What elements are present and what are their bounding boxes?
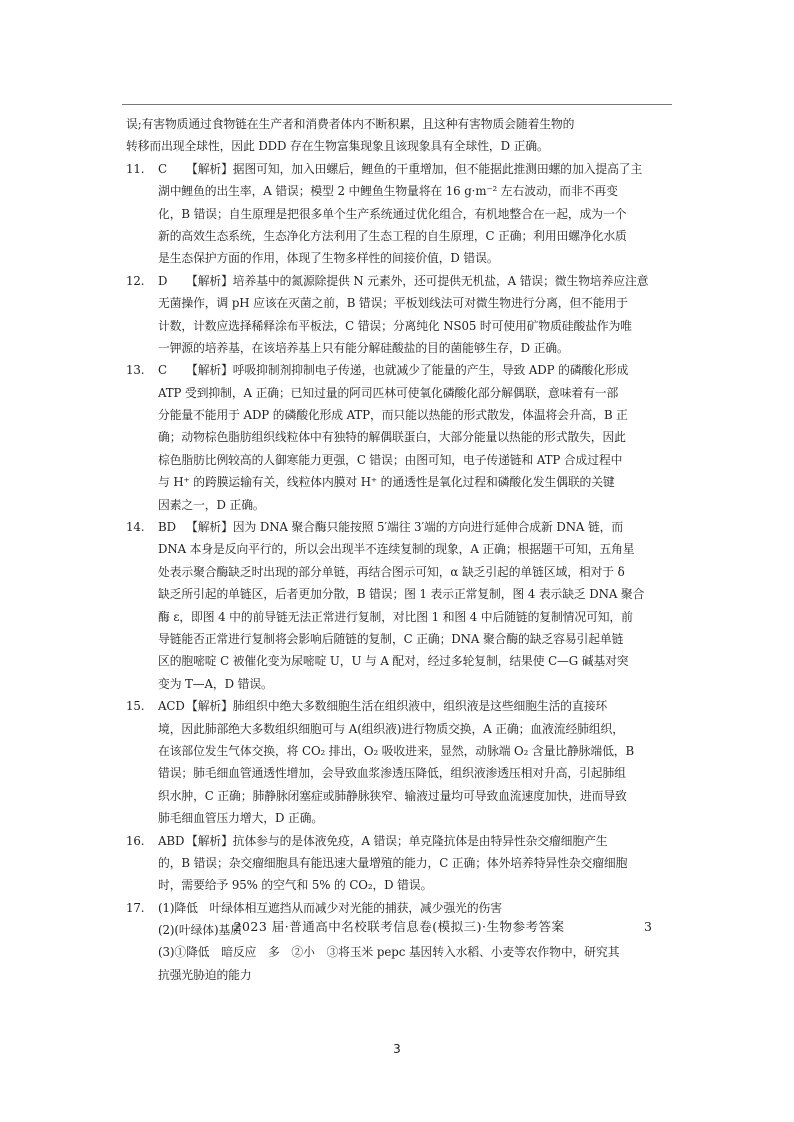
text-line: [126, 449, 672, 471]
text-line: [126, 471, 672, 493]
line-text: 【解析】据图可知，加入田螺后，鲤鱼的干重增加，但不能据此推测田螺的加入提高了主: [186, 161, 643, 176]
answer-text: [126, 113, 672, 986]
page-number: 3: [393, 1042, 401, 1056]
line-text: 湖中鲤鱼的出生率，A 错误；模型 2 中鲤鱼生物量将在 16 g·m⁻² 左右波动，而非不再变: [158, 184, 618, 199]
header-rule: [122, 104, 672, 105]
question-number: 14.: [126, 520, 145, 535]
line-text: 在该部位发生气体交换，将 CO₂ 排出，O₂ 吸收进来，显然，动脉端 O₂ 含量比静脉端低，B: [158, 743, 635, 758]
line-text: 【解析】培养基中的氮源除提供 N 元素外，还可提供无机盐，A 错误；微生物培养应注意: [186, 273, 649, 288]
page-footer: [126, 916, 672, 938]
line-text: (2)(叶绿体)基质: [158, 923, 242, 938]
line-text: 【解析】抗体参与的是体液免疫，A 错误；单克隆抗体是由特异性杂交瘤细胞产生: [186, 833, 608, 848]
text-line: [126, 964, 672, 986]
line-text: 区的胞嘧啶 C 被催化变为尿嘧啶 U，U 与 A 配对，经过多轮复制，结果使 C—G 碱基对突: [158, 654, 629, 669]
line-text: 时，需要给予 95% 的空气和 5% 的 CO₂，D 错误。: [158, 878, 433, 893]
line-text: 无菌操作，调 pH 应该在灭菌之前，B 错误；平板划线法可对微生物进行分离，但不能用于: [158, 296, 628, 311]
line-text: 导链能否正常进行复制将会影响后随链的复制，C 正确；DNA 聚合酶的缺乏容易引起单链: [158, 631, 624, 646]
line-text: 酶 ε，即图 4 中的前导链无法正常进行复制，对比图 1 和图 4 中后随链的复制情况可知，前: [158, 609, 633, 624]
answer-choice: ABD: [158, 833, 185, 848]
text-line: [126, 650, 672, 672]
answer-choice: C: [158, 363, 167, 378]
text-line: [126, 292, 672, 314]
answer-choice: BD: [158, 520, 176, 535]
text-line: [126, 807, 672, 829]
text-line: [126, 337, 672, 359]
footer-page: 3: [644, 919, 652, 934]
text-line: [126, 516, 672, 538]
line-text: 一钾源的培养基，在该培养基上只有能分解硅酸盐的目的菌能够生存，D 正确。: [158, 340, 569, 355]
footer-title: 2023 届·普通高中名校联考信息卷(模拟三)·生物参考答案: [233, 919, 565, 934]
line-text: 是生态保护方面的作用，体现了生物多样性的间接价值，D 错误。: [158, 251, 499, 266]
question-number: 15.: [126, 699, 145, 714]
text-line: [126, 158, 672, 180]
line-text: 【解析】因为 DNA 聚合酶只能按照 5′端往 3′端的方向进行延伸合成新 DNA 链，而: [186, 520, 624, 535]
text-line: [126, 695, 672, 717]
text-line: [126, 270, 672, 292]
text-line: [126, 180, 672, 202]
answer-choice: C: [158, 161, 167, 176]
line-text: 变为 T—A，D 错误。: [158, 676, 273, 691]
line-text: 肺毛细血管压力增大，D 正确。: [158, 811, 324, 826]
line-text: ATP 受到抑制，A 正确；已知过量的阿司匹林可使氧化磷酸化部分解偶联，意味着有一部: [158, 385, 619, 400]
line-text: (1)降低 叶绿体相互遮挡从而减少对光能的捕获，减少强光的伤害: [158, 900, 502, 915]
text-line: [126, 538, 672, 560]
text-line: [126, 606, 672, 628]
text-line: [126, 494, 672, 516]
line-text: 处表示聚合酶缺乏时出现的部分单链，再结合图示可知，α 缺乏引起的单链区域，相对于 δ: [158, 564, 625, 579]
line-text: 化，B 错误；自生原理是把很多单个生产系统通过优化组合，有机地整合在一起，成为一个: [158, 206, 627, 221]
text-line: [126, 673, 672, 695]
line-text: 分能量不能用于 ADP 的磷酸化形成 ATP，而只能以热能的形式散发，体温将会升高，B 正: [158, 408, 628, 423]
line-text: 织水肿，C 正确；肺静脉闭塞症或肺静脉狭窄、输液过量均可导致血流速度加快，进而导致: [158, 788, 627, 803]
text-line: [126, 225, 672, 247]
question-number: 17.: [126, 900, 145, 915]
text-line: [126, 247, 672, 269]
line-text: 缺乏所引起的单链区，后者更加分散，B 错误；图 1 表示正常复制，图 4 表示缺乏 DNA 聚合: [158, 587, 645, 602]
question-number: 12.: [126, 273, 145, 288]
text-line: [126, 315, 672, 337]
text-line: [126, 203, 672, 225]
text-line: [126, 852, 672, 874]
line-text: 棕色脂肪比例较高的人御寒能力更强，C 错误；由图可知，电子传递链和 ATP 合成过程中: [158, 452, 623, 467]
line-text: 【解析】肺组织中绝大多数细胞生活在组织液中，组织液是这些细胞生活的直接环: [186, 699, 608, 714]
line-text: 与 H⁺ 的跨膜运输有关，线粒体内膜对 H⁺ 的通透性是氧化过程和磷酸化发生偶联的关键: [158, 475, 615, 490]
text-line: [126, 113, 672, 135]
question-number: 16.: [126, 833, 145, 848]
text-line: [126, 874, 672, 896]
line-text: 转移而出现全球性，因此 DDD 存在生物富集现象且该现象具有全球性，D 正确。: [126, 139, 549, 154]
line-text: 的，B 错误；杂交瘤细胞具有能迅速大量增殖的能力，C 正确；体外培养特异性杂交瘤细胞: [158, 855, 628, 870]
text-line: [126, 628, 672, 650]
line-text: 因素之一，D 正确。: [158, 497, 265, 512]
line-text: 境，因此肺部绝大多数组织细胞可与 A(组织液)进行物质交换，A 正确；血液流经肺组织，: [158, 721, 624, 736]
text-line: [126, 718, 672, 740]
line-text: 误;有害物质通过食物链在生产者和消费者体内不断积累，且这种有害物质会随着生物的: [126, 117, 575, 131]
text-line: [126, 941, 672, 963]
text-line: [126, 359, 672, 381]
question-number: 13.: [126, 363, 145, 378]
text-line: [126, 382, 672, 404]
text-line: [126, 404, 672, 426]
text-line: [126, 583, 672, 605]
line-text: 抗强光胁迫的能力: [158, 967, 252, 982]
text-line: [126, 740, 672, 762]
answer-choice: ACD: [158, 699, 185, 714]
line-text: 错误；肺毛细血管通透性增加，会导致血浆渗透压降低，组织液渗透压相对升高，引起肺组: [158, 766, 626, 781]
text-line: [126, 785, 672, 807]
line-text: (3)①降低 暗反应 多 ②小 ③将玉米 pepc 基因转入水稻、小麦等农作物中，研究其: [158, 945, 620, 960]
line-text: 新的高效生态系统，生态净化方法利用了生态工程的自生原理，C 正确；利用田螺净化水质: [158, 228, 627, 243]
text-line: [126, 762, 672, 784]
answer-choice: D: [158, 273, 168, 288]
line-text: DNA 本身是反向平行的，所以会出现半不连续复制的现象，A 正确；根据题干可知，五角星: [158, 542, 635, 557]
line-text: 确；动物棕色脂肪组织线粒体中有独特的解偶联蛋白，大部分能量以热能的形式散失，因此: [158, 430, 626, 445]
text-line: [126, 830, 672, 852]
question-number: 11.: [126, 161, 145, 176]
text-line: [126, 426, 672, 448]
text-line: [126, 561, 672, 583]
text-line: [126, 135, 672, 157]
line-text: 计数，计数应选择稀释涂布平板法，C 错误；分离纯化 NS05 时可使用矿物质硅酸盐作为唯: [158, 318, 632, 333]
line-text: 【解析】呼吸抑制剂抑制电子传递，也就减少了能量的产生，导致 ADP 的磷酸化形成: [186, 363, 629, 378]
